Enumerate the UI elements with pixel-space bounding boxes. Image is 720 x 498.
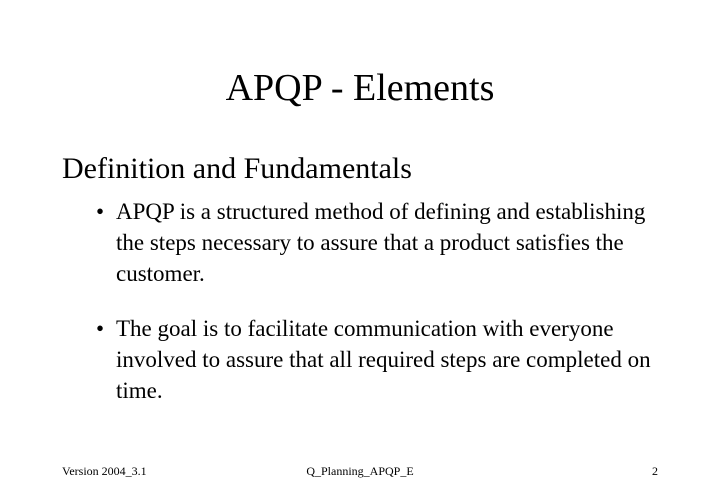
footer-version: Version 2004_3.1: [62, 464, 147, 478]
bullet-item: [96, 196, 656, 289]
bullet-item: [96, 313, 656, 406]
section-heading: Definition and Fundamentals: [62, 152, 412, 185]
bullet-text: APQP is a structured method of defining and establishing the steps necessary to assure that a product satisfies the customer.: [116, 199, 646, 286]
bullet-dot-icon: •: [96, 199, 105, 224]
bullet-text: The goal is to facilitate communication with everyone involved to assure that all required steps are completed on time.: [116, 316, 651, 403]
bullet-list: [96, 196, 656, 430]
slide-title: APQP - Elements: [225, 67, 495, 109]
footer-page-number: 2: [652, 464, 658, 478]
bullet-dot-icon: •: [96, 316, 105, 341]
footer-document-name: Q_Planning_APQP_E: [306, 464, 414, 478]
